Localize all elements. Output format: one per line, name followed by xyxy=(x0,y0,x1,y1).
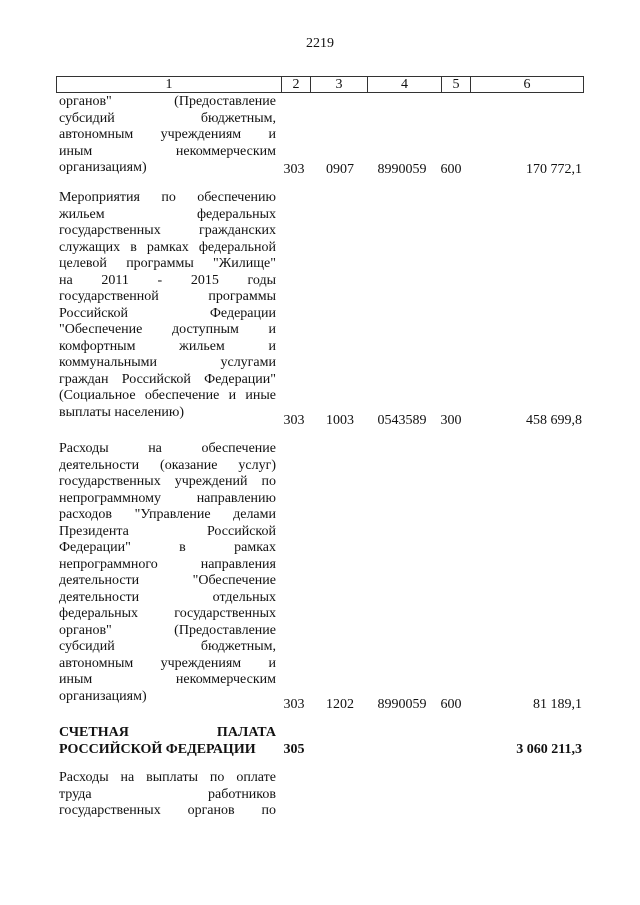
table-row-description xyxy=(59,441,276,705)
description-line: жильем федеральных xyxy=(59,206,276,222)
cell-section-code: 1202 xyxy=(326,697,354,712)
description-line: "Обеспечение доступным и xyxy=(59,322,276,337)
cell-amount: 170 772,1 xyxy=(526,162,582,177)
description-line: Мероприятия по обеспечению xyxy=(59,190,276,205)
description-line: Расходы на выплаты по оплате xyxy=(59,770,276,785)
description-line: СЧЕТНАЯ ПАЛАТА xyxy=(59,725,276,740)
column-header-row xyxy=(56,76,584,93)
table-row-description xyxy=(59,770,276,820)
description-line: выплаты населению) xyxy=(59,404,184,420)
description-line: субсидий бюджетным, xyxy=(59,110,276,126)
description-line: деятельности (оказание услуг) xyxy=(59,457,276,473)
description-line: непрограммного направления xyxy=(59,556,276,572)
description-line: органов" (Предоставление xyxy=(59,622,276,638)
description-line: непрограммному направлению xyxy=(59,490,276,506)
cell-target-article: 8990059 xyxy=(377,697,427,712)
description-line: коммунальными услугами xyxy=(59,355,276,370)
table-row-description xyxy=(59,94,276,177)
description-line: граждан Российской Федерации" xyxy=(59,371,276,387)
description-line: служащих в рамках федеральной xyxy=(59,239,276,255)
cell-ministry-code: 303 xyxy=(283,162,305,177)
description-line: субсидий бюджетным, xyxy=(59,639,276,654)
page-number: 2219 xyxy=(306,36,334,51)
cell-amount: 81 189,1 xyxy=(533,697,582,712)
column-header-5: 5 xyxy=(452,77,460,92)
cell-expense-type: 600 xyxy=(440,162,462,177)
description-line: государственной программы xyxy=(59,289,276,304)
description-line: организациям) xyxy=(59,688,147,704)
description-line: расходов "Управление делами xyxy=(59,507,276,522)
description-line: автономным учреждениям и xyxy=(59,655,276,671)
description-line: целевой программы "Жилище" xyxy=(59,256,276,271)
description-line: Федерации" в рамках xyxy=(59,540,276,555)
description-line: государственных органов по xyxy=(59,803,276,818)
cell-amount: 458 699,8 xyxy=(526,413,582,428)
cell-target-article: 8990059 xyxy=(377,162,427,177)
column-header-4: 4 xyxy=(401,77,408,92)
cell-expense-type: 600 xyxy=(440,697,462,712)
cell-section-code: 1003 xyxy=(326,413,354,428)
description-line: Расходы на обеспечение xyxy=(59,441,276,456)
column-header-2: 2 xyxy=(292,77,300,92)
cell-ministry-code: 303 xyxy=(283,697,305,712)
cell-amount: 3 060 211,3 xyxy=(516,742,582,757)
cell-section-code: 0907 xyxy=(326,162,354,177)
description-line: Российской Федерации xyxy=(59,305,276,321)
cell-ministry-code: 303 xyxy=(283,413,305,428)
description-line: на 2011 - 2015 годы xyxy=(59,272,276,288)
table-row-description xyxy=(59,725,276,758)
description-line: деятельности отдельных xyxy=(59,589,276,605)
description-line: РОССИЙСКОЙ ФЕДЕРАЦИИ xyxy=(59,741,256,757)
description-line: иным некоммерческим xyxy=(59,672,276,687)
description-line: автономным учреждениям и xyxy=(59,127,276,142)
description-line: государственных гражданских xyxy=(59,223,276,238)
description-line: комфортным жильем и xyxy=(59,338,276,354)
description-line: федеральных государственных xyxy=(59,606,276,621)
description-line: труда работников xyxy=(59,786,276,802)
cell-ministry-code: 305 xyxy=(283,742,305,757)
table-row-description xyxy=(59,190,276,421)
description-line: деятельности "Обеспечение xyxy=(59,573,276,588)
cell-expense-type: 300 xyxy=(440,413,462,428)
description-line: иным некоммерческим xyxy=(59,143,276,159)
description-line: организациям) xyxy=(59,160,147,175)
column-header-1: 1 xyxy=(165,77,173,92)
description-line: Президента Российской xyxy=(59,523,276,539)
column-header-6: 6 xyxy=(523,77,531,92)
description-line: (Социальное обеспечение и иные xyxy=(59,388,276,403)
description-line: государственных учреждений по xyxy=(59,474,276,489)
cell-target-article: 0543589 xyxy=(377,413,427,428)
description-line: органов" (Предоставление xyxy=(59,94,276,109)
column-header-3: 3 xyxy=(335,77,343,92)
